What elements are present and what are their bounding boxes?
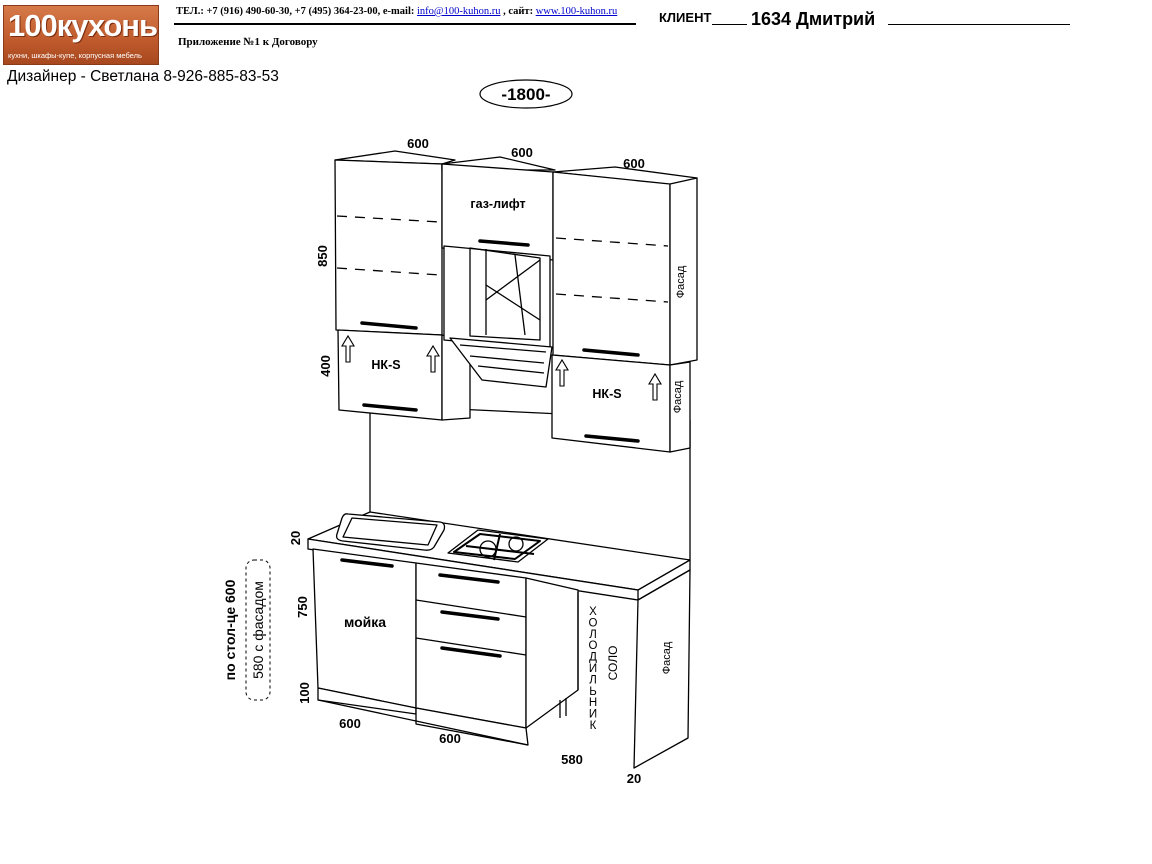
fridge-letter: И — [588, 708, 598, 721]
appendix-title: Приложение №1 к Договору — [178, 36, 318, 48]
fridge-letter: И — [588, 663, 598, 675]
base-cabinet-side — [526, 578, 578, 728]
fridge-letter: О — [588, 617, 598, 630]
base-cabinet-drawers — [416, 563, 526, 728]
dim-fridge-depth: 580 — [561, 752, 583, 767]
total-width-label: -1800- — [501, 85, 551, 104]
phone-info: ТЕЛ.: +7 (916) 490-60-30, +7 (495) 364-23-00, e-mail: — [176, 6, 415, 17]
dim-side-panel: 20 — [626, 771, 642, 786]
client-name: 1634 Дмитрий — [751, 9, 876, 29]
designer-info: Дизайнер - Светлана 8-926-885-83-53 — [7, 68, 279, 85]
fridge-letter: О — [588, 640, 598, 653]
fridge-letter: Ь — [589, 685, 597, 698]
dim-base-height: 750 — [295, 596, 310, 618]
fridge-letter: Л — [589, 628, 597, 641]
upper-cabinet-mid-front — [442, 164, 553, 260]
dim-upper-height: 850 — [315, 245, 330, 267]
dim-lower-box-height: 400 — [318, 355, 333, 377]
countertop-depth-note: по стол-це 600 — [222, 579, 238, 681]
website-link[interactable]: www.100-kuhon.ru — [535, 6, 618, 17]
dim-plinth-height: 100 — [297, 682, 312, 704]
fridge-brand-label: СОЛО — [606, 645, 620, 681]
dim-base-width-2: 600 — [439, 731, 461, 746]
fridge-letter: Х — [589, 606, 597, 618]
facade-label-upper: Фасад — [675, 265, 687, 299]
email-link[interactable]: info@100-kuhon.ru — [417, 6, 501, 17]
fridge-vertical-label — [589, 606, 598, 732]
fridge-letter: К — [589, 720, 597, 732]
facade-depth-note: 580 с фасадом — [250, 581, 266, 679]
dim-countertop-thickness: 20 — [288, 530, 303, 546]
middle-niche — [444, 246, 550, 350]
logo-subtext: кухни, шкафы-купе, корпусная мебель — [8, 51, 142, 60]
client-label: КЛИЕНТ — [659, 10, 712, 25]
hks-label-left: НК-S — [371, 358, 401, 372]
gaslift-label: газ-лифт — [470, 197, 526, 211]
facade-label-fridge: Фасад — [661, 641, 673, 675]
site-label: , сайт: — [503, 6, 534, 17]
dim-upper-width-1: 600 — [407, 136, 429, 151]
fridge-letter: Л — [589, 674, 597, 687]
facade-label-lower: Фасад — [672, 380, 684, 414]
dim-upper-width-3: 600 — [623, 156, 645, 171]
upper-cabinet-left-front — [335, 160, 442, 335]
upper-cabinet-right-front — [553, 172, 670, 365]
logo-text: 100кухонь — [8, 8, 158, 43]
fridge-letter: Н — [588, 697, 598, 710]
dim-upper-width-2: 600 — [511, 145, 533, 160]
dim-base-width-1: 600 — [339, 716, 361, 731]
fridge-letter: Д — [589, 651, 597, 664]
sink-label: мойка — [343, 614, 387, 630]
hks-label-right: НК-S — [592, 387, 622, 401]
